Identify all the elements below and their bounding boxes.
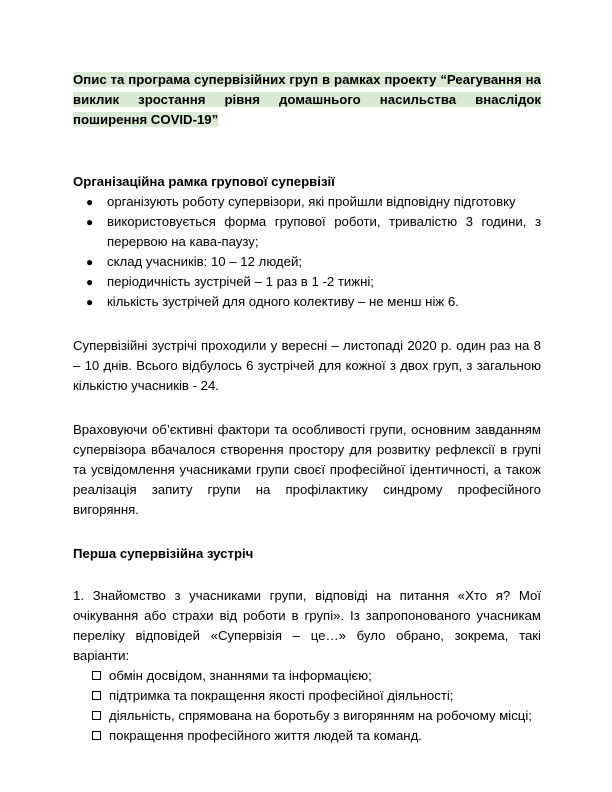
checkbox-item: покращення професійного життя людей та команд.: [109, 726, 541, 746]
bullet-item: ● організують роботу супервізори, які пройшли відповідну підготовку: [107, 192, 541, 212]
checkbox-icon: [92, 711, 101, 720]
options-checkbox-list: [73, 666, 541, 746]
checkbox-item: діяльність, спрямована на боротьбу з вигорянням на робочому місці;: [109, 706, 541, 726]
checkbox-icon: [92, 731, 101, 740]
document-title: [73, 70, 541, 130]
bullet-item: ● склад учасників: 10 – 12 людей;: [107, 252, 541, 272]
checkbox-item: обмін досвідом, знаннями та інформацією;: [109, 666, 541, 686]
bullet-item: ● періодичність зустрічей – 1 раз в 1 -2 тижні;: [107, 272, 541, 292]
document-title-text: Опис та програма супервізійних груп в рамках проекту “Реагування на виклик зростання рівня домашнього насильства внаслідок поширення COVID-19”: [73, 72, 541, 127]
bullet-icon: ●: [86, 195, 94, 209]
bullet-icon: ●: [86, 275, 94, 289]
document-page: [73, 70, 541, 746]
bullet-icon: ●: [86, 295, 94, 309]
paragraph-objectives: Враховуючи об’єктивні фактори та особливості групи, основним завданням супервізора вбачалося створення простору для розвитку рефлексії в групі та усвідомлення учасниками групи своєї професійної ідентичності, а також реалізація запиту групи на профілактику синдрому професійного вигоряння.: [73, 422, 541, 517]
paragraph-first-meeting-intro: 1. Знайомство з учасниками групи, відповіді на питання «Хто я? Мої очікування або страхи від роботи в групі». Із запропонованого учасникам переліку відповідей «Супервізія – це…» було обрано, зокрема, такі варіанти:: [73, 588, 541, 663]
section-heading-first-meeting: Перша супервізійна зустріч: [73, 546, 254, 561]
bullet-icon: ●: [86, 255, 94, 269]
checkbox-item: підтримка та покращення якості професійної діяльності;: [109, 686, 541, 706]
bullet-icon: ●: [86, 215, 94, 229]
checkbox-icon: [92, 671, 101, 680]
organization-bullet-list: [73, 192, 541, 312]
bullet-item: ● використовується форма групової роботи, тривалістю 3 години, з перервою на кава-паузу;: [86, 214, 541, 249]
paragraph-schedule: Супервізійні зустрічі проходили у вересні – листопаді 2020 р. один раз на 8 – 10 днів. Всього відбулось 6 зустрічей для кожної з двох груп, з загальною кількістю учасників - 24.: [73, 338, 541, 393]
section-heading-organization: Організаційна рамка групової супервізії: [73, 174, 335, 189]
checkbox-icon: [92, 691, 101, 700]
bullet-item: ● кількість зустрічей для одного колективу – не менш ніж 6.: [107, 292, 541, 312]
